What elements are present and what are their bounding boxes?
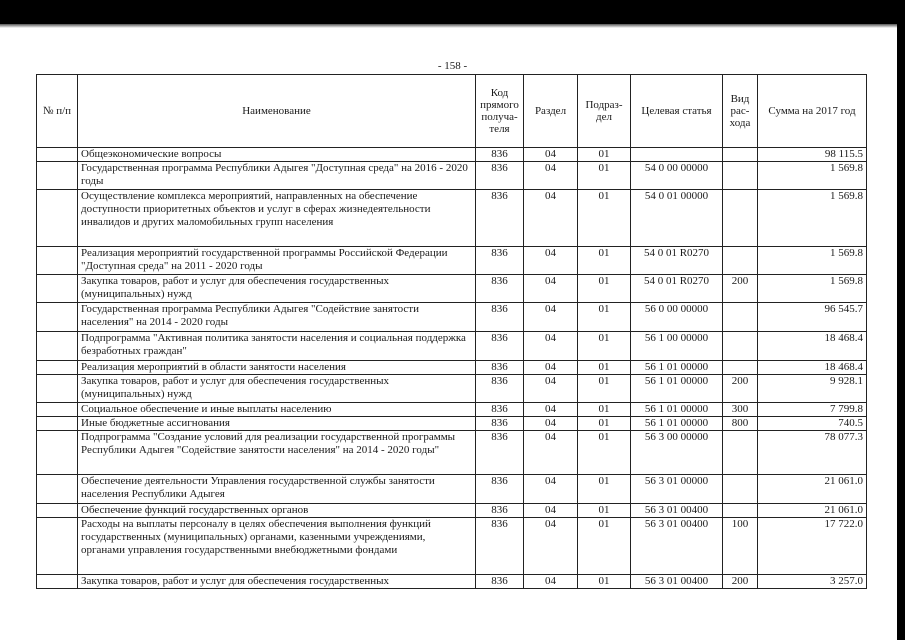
- cell-section: 04: [524, 247, 578, 275]
- cell-type: 200: [723, 575, 758, 589]
- cell-type: 100: [723, 518, 758, 575]
- header-target: Целевая статья: [631, 75, 723, 148]
- cell-name: Реализация мероприятий государственной программы Российской Федерации "Доступная среда" на 2011 - 2020 годы: [78, 247, 476, 275]
- cell-section: 04: [524, 190, 578, 247]
- cell-num: [37, 275, 78, 303]
- cell-sum: 17 722.0: [758, 518, 867, 575]
- cell-num: [37, 332, 78, 361]
- cell-subsection: 01: [578, 275, 631, 303]
- table-row: [37, 518, 867, 575]
- cell-type: 200: [723, 375, 758, 403]
- cell-num: [37, 303, 78, 332]
- cell-sum: 98 115.5: [758, 148, 867, 162]
- table-row: [37, 417, 867, 431]
- cell-subsection: 01: [578, 190, 631, 247]
- cell-num: [37, 403, 78, 417]
- cell-code: 836: [476, 518, 524, 575]
- cell-target: 56 1 01 00000: [631, 375, 723, 403]
- table-row: [37, 162, 867, 190]
- cell-num: [37, 475, 78, 504]
- cell-sum: 7 799.8: [758, 403, 867, 417]
- cell-section: 04: [524, 375, 578, 403]
- cell-name: Расходы на выплаты персоналу в целях обеспечения выполнения функций государственных (муниципальных) органами, казенными учреждениями, органами управления государственными внебюджетными фондами: [78, 518, 476, 575]
- cell-sum: 1 569.8: [758, 190, 867, 247]
- cell-subsection: 01: [578, 303, 631, 332]
- cell-target: 56 0 00 00000: [631, 303, 723, 332]
- cell-sum: 740.5: [758, 417, 867, 431]
- cell-type: [723, 190, 758, 247]
- cell-code: 836: [476, 431, 524, 475]
- cell-sum: 3 257.0: [758, 575, 867, 589]
- cell-section: 04: [524, 475, 578, 504]
- cell-sum: 1 569.8: [758, 275, 867, 303]
- table-row: [37, 475, 867, 504]
- cell-name: Обеспечение функций государственных органов: [78, 504, 476, 518]
- cell-target: 56 1 00 00000: [631, 332, 723, 361]
- cell-type: 300: [723, 403, 758, 417]
- cell-num: [37, 431, 78, 475]
- cell-subsection: 01: [578, 403, 631, 417]
- cell-num: [37, 575, 78, 589]
- cell-subsection: 01: [578, 518, 631, 575]
- cell-code: 836: [476, 403, 524, 417]
- cell-type: [723, 332, 758, 361]
- cell-type: [723, 247, 758, 275]
- cell-sum: 9 928.1: [758, 375, 867, 403]
- cell-type: [723, 361, 758, 375]
- cell-target: 56 1 01 00000: [631, 361, 723, 375]
- cell-section: 04: [524, 504, 578, 518]
- table-row: [37, 148, 867, 162]
- cell-target: 54 0 01 R0270: [631, 247, 723, 275]
- header-subsection: Подраз-дел: [578, 75, 631, 148]
- table-row: [37, 275, 867, 303]
- cell-section: 04: [524, 417, 578, 431]
- cell-num: [37, 375, 78, 403]
- cell-subsection: 01: [578, 417, 631, 431]
- cell-target: 56 3 01 00400: [631, 575, 723, 589]
- cell-code: 836: [476, 575, 524, 589]
- cell-code: 836: [476, 190, 524, 247]
- cell-code: 836: [476, 361, 524, 375]
- cell-target: 54 0 00 00000: [631, 162, 723, 190]
- cell-name: Закупка товаров, работ и услуг для обеспечения государственных: [78, 575, 476, 589]
- table-row: [37, 403, 867, 417]
- table-row: [37, 575, 867, 589]
- cell-name: Закупка товаров, работ и услуг для обеспечения государственных (муниципальных) нужд: [78, 275, 476, 303]
- cell-num: [37, 504, 78, 518]
- cell-section: 04: [524, 361, 578, 375]
- cell-type: 800: [723, 417, 758, 431]
- cell-target: 56 3 01 00000: [631, 475, 723, 504]
- cell-subsection: 01: [578, 247, 631, 275]
- header-name: Наименование: [78, 75, 476, 148]
- cell-num: [37, 417, 78, 431]
- cell-code: 836: [476, 162, 524, 190]
- cell-code: 836: [476, 247, 524, 275]
- table-row: [37, 431, 867, 475]
- cell-type: 200: [723, 275, 758, 303]
- cell-subsection: 01: [578, 148, 631, 162]
- cell-sum: 1 569.8: [758, 247, 867, 275]
- cell-type: [723, 303, 758, 332]
- cell-name: Осуществление комплекса мероприятий, направленных на обеспечение доступности приоритетных объектов и услуг в сферах жизнедеятельности инвалидов и других маломобильных групп населения: [78, 190, 476, 247]
- cell-section: 04: [524, 518, 578, 575]
- cell-target: 56 3 00 00000: [631, 431, 723, 475]
- cell-type: [723, 148, 758, 162]
- budget-table: [36, 74, 867, 589]
- cell-code: 836: [476, 504, 524, 518]
- cell-subsection: 01: [578, 431, 631, 475]
- table-row: [37, 247, 867, 275]
- cell-code: 836: [476, 475, 524, 504]
- cell-section: 04: [524, 148, 578, 162]
- cell-name: Иные бюджетные ассигнования: [78, 417, 476, 431]
- page-number: - 158 -: [437, 60, 468, 72]
- cell-target: 54 0 01 00000: [631, 190, 723, 247]
- scan-border-top: [0, 0, 905, 24]
- cell-section: 04: [524, 303, 578, 332]
- table-row: [37, 375, 867, 403]
- table-row: [37, 303, 867, 332]
- cell-sum: 21 061.0: [758, 504, 867, 518]
- scan-border-right: [897, 0, 905, 640]
- cell-section: 04: [524, 431, 578, 475]
- cell-subsection: 01: [578, 504, 631, 518]
- cell-target: 56 3 01 00400: [631, 504, 723, 518]
- cell-subsection: 01: [578, 162, 631, 190]
- cell-code: 836: [476, 417, 524, 431]
- cell-target: 56 1 01 00000: [631, 403, 723, 417]
- cell-subsection: 01: [578, 375, 631, 403]
- cell-name: Реализация мероприятий в области занятости населения: [78, 361, 476, 375]
- cell-code: 836: [476, 303, 524, 332]
- cell-sum: 18 468.4: [758, 361, 867, 375]
- cell-section: 04: [524, 403, 578, 417]
- cell-name: Государственная программа Республики Адыгея "Доступная среда" на 2016 - 2020 годы: [78, 162, 476, 190]
- cell-name: Подпрограмма "Активная политика занятости населения и социальная поддержка безработных граждан": [78, 332, 476, 361]
- cell-sum: 96 545.7: [758, 303, 867, 332]
- cell-name: Государственная программа Республики Адыгея "Содействие занятости населения" на 2014 - 2020 годы: [78, 303, 476, 332]
- header-sum: Сумма на 2017 год: [758, 75, 867, 148]
- cell-subsection: 01: [578, 475, 631, 504]
- cell-type: [723, 475, 758, 504]
- cell-code: 836: [476, 375, 524, 403]
- cell-num: [37, 148, 78, 162]
- cell-section: 04: [524, 575, 578, 589]
- cell-sum: 21 061.0: [758, 475, 867, 504]
- cell-target: 56 3 01 00400: [631, 518, 723, 575]
- header-section: Раздел: [524, 75, 578, 148]
- cell-type: [723, 504, 758, 518]
- cell-code: 836: [476, 275, 524, 303]
- header-num: № п/п: [37, 75, 78, 148]
- cell-num: [37, 162, 78, 190]
- cell-type: [723, 162, 758, 190]
- cell-subsection: 01: [578, 575, 631, 589]
- scan-border-shadow: [0, 24, 905, 28]
- cell-sum: 18 468.4: [758, 332, 867, 361]
- cell-name: Обеспечение деятельности Управления государственной службы занятости населения Республики Адыгея: [78, 475, 476, 504]
- cell-num: [37, 247, 78, 275]
- table-row: [37, 190, 867, 247]
- cell-name: Подпрограмма "Создание условий для реализации государственной программы Республики Адыгея "Содействие занятости населения" на 2014 - 2020 годы": [78, 431, 476, 475]
- table-header-row: [37, 75, 867, 148]
- cell-num: [37, 361, 78, 375]
- cell-sum: 1 569.8: [758, 162, 867, 190]
- cell-section: 04: [524, 332, 578, 361]
- cell-name: Социальное обеспечение и иные выплаты населению: [78, 403, 476, 417]
- cell-section: 04: [524, 162, 578, 190]
- cell-subsection: 01: [578, 361, 631, 375]
- cell-sum: 78 077.3: [758, 431, 867, 475]
- cell-subsection: 01: [578, 332, 631, 361]
- cell-target: 54 0 01 R0270: [631, 275, 723, 303]
- cell-type: [723, 431, 758, 475]
- cell-name: Закупка товаров, работ и услуг для обеспечения государственных (муниципальных) нужд: [78, 375, 476, 403]
- cell-target: 56 1 01 00000: [631, 417, 723, 431]
- cell-num: [37, 190, 78, 247]
- cell-target: [631, 148, 723, 162]
- cell-name: Общеэкономические вопросы: [78, 148, 476, 162]
- table-row: [37, 504, 867, 518]
- cell-section: 04: [524, 275, 578, 303]
- cell-code: 836: [476, 332, 524, 361]
- header-type: Вид рас-хода: [723, 75, 758, 148]
- cell-num: [37, 518, 78, 575]
- header-code: Код прямого получа-теля: [476, 75, 524, 148]
- cell-code: 836: [476, 148, 524, 162]
- table-row: [37, 361, 867, 375]
- table-row: [37, 332, 867, 361]
